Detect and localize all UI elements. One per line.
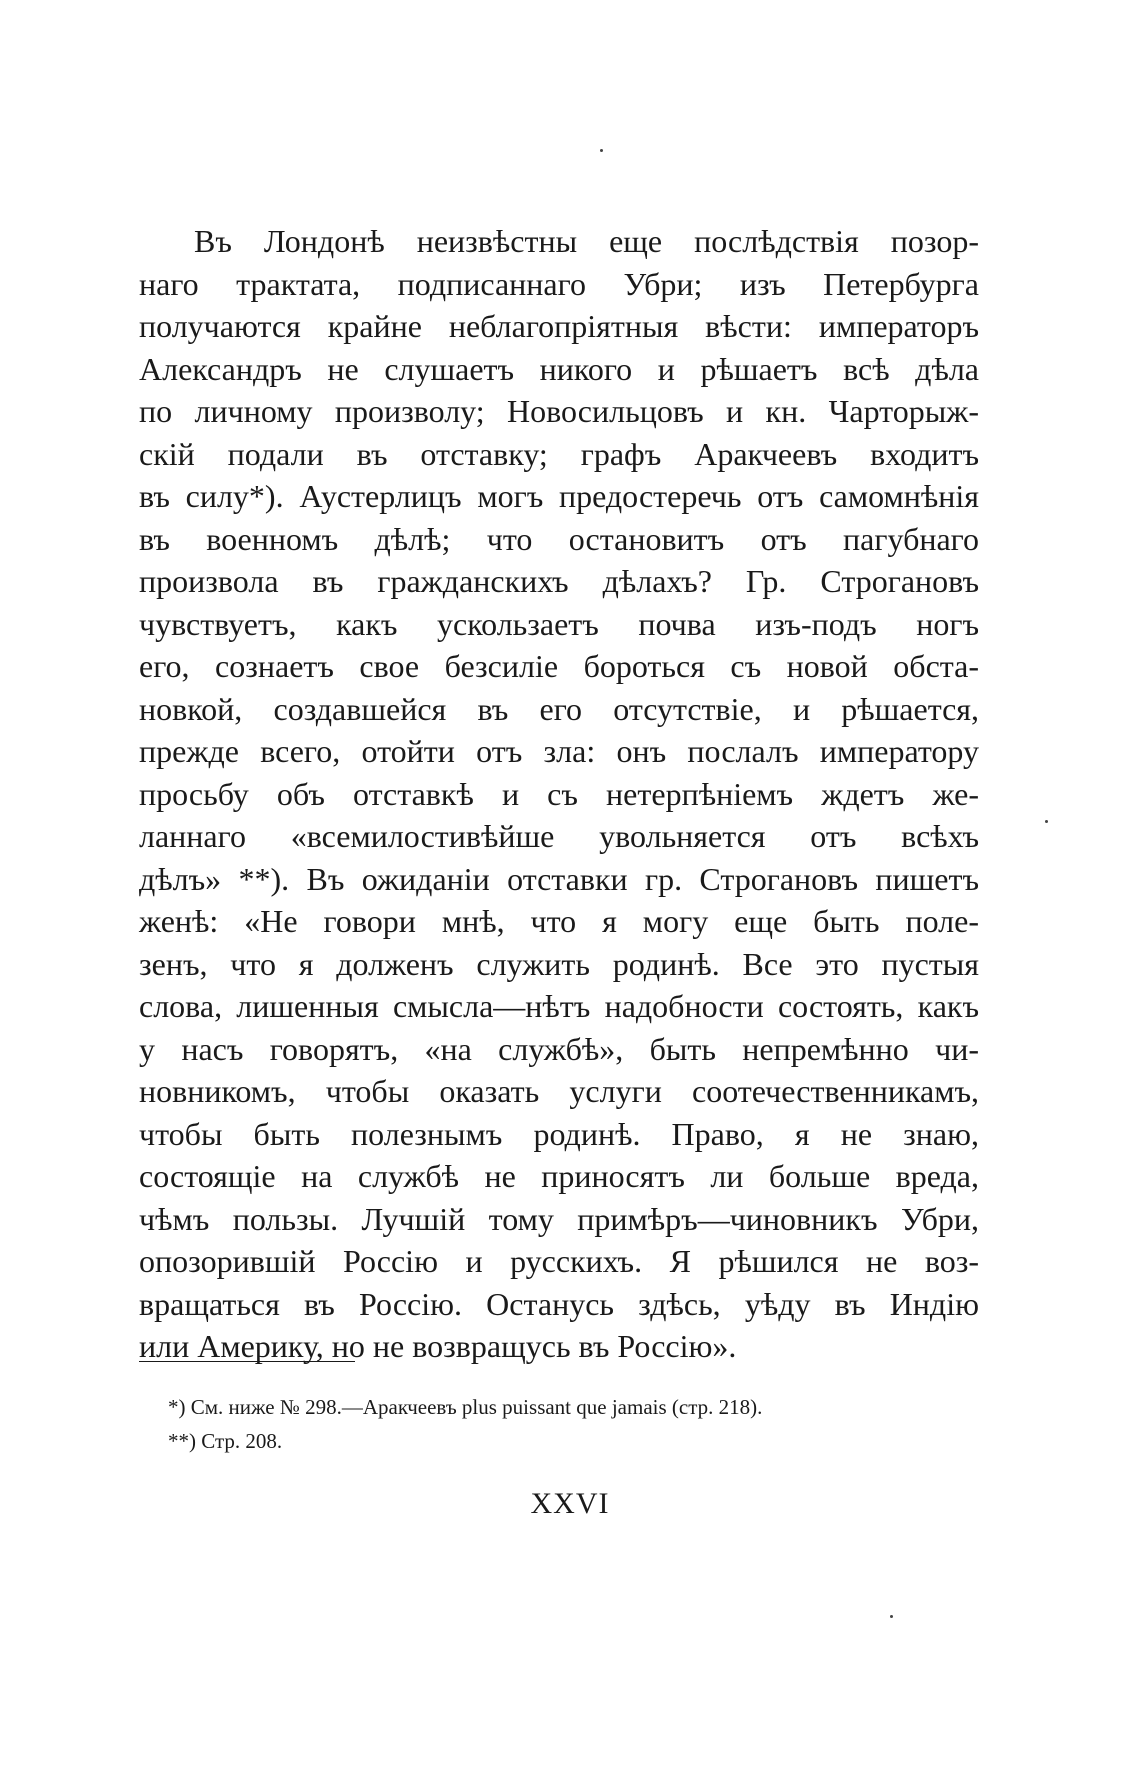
paragraph-line: слова, лишенныя смысла—нѣтъ надобности состоять, какъ	[139, 988, 979, 1024]
paragraph-line: вращаться въ Россію. Останусь здѣсь, уѣду въ Индію	[139, 1285, 979, 1322]
print-speck	[890, 1615, 893, 1618]
paragraph-line: женѣ: «Не говори мнѣ, что я могу еще быть поле-	[139, 903, 979, 939]
print-speck	[1045, 820, 1048, 823]
paragraph-line: скій подали въ отставку; графъ Аракчеевъ входитъ	[139, 435, 979, 472]
paragraph-line: новникомъ, чтобы оказать услуги соотечественникамъ,	[139, 1073, 979, 1109]
paragraph-line: просьбу объ отставкѣ и съ нетерпѣніемъ ждетъ же-	[139, 775, 979, 812]
main-paragraph	[139, 220, 979, 1368]
paragraph-line: его, сознаетъ свое безсиліе бороться съ новой обста-	[139, 648, 979, 684]
paragraph-line: опозорившій Россію и русскихъ. Я рѣшился не воз-	[139, 1243, 979, 1279]
paragraph-line: прежде всего, отойти отъ зла: онъ послалъ императору	[139, 733, 979, 769]
paragraph-line: или Америку, но не возвращусь въ Россію».	[139, 1328, 737, 1364]
paragraph-line: чувствуетъ, какъ ускользаетъ почва изъ-подъ ногъ	[139, 605, 979, 642]
paragraph-line: ланнаго «всемилостивѣйше увольняется отъ всѣхъ	[139, 818, 979, 854]
paragraph-line: Въ Лондонѣ неизвѣстны еще послѣдствія позор-	[194, 223, 979, 259]
paragraph-line: въ военномъ дѣлѣ; что остановитъ отъ пагубнаго	[139, 520, 979, 557]
paragraph-line: дѣлъ» **). Въ ожиданіи отставки гр. Строгановъ пишетъ	[139, 860, 979, 897]
paragraph-line: чѣмъ пользы. Лучшій тому примѣръ—чиновникъ Убри,	[139, 1200, 979, 1237]
paragraph-line: чтобы быть полезнымъ родинѣ. Право, я не знаю,	[139, 1115, 979, 1152]
footnotes	[168, 1390, 968, 1458]
page-number: XXVI	[530, 1487, 610, 1520]
footnote-divider	[139, 1361, 355, 1362]
paragraph-line: произвола въ гражданскихъ дѣлахъ? Гр. Строгановъ	[139, 563, 979, 599]
footnote: **) Стр. 208.	[168, 1429, 283, 1453]
footnote: *) См. ниже № 298.—Аракчеевъ plus puissant que jamais (стр. 218).	[168, 1395, 763, 1419]
paragraph-line: въ силу*). Аустерлицъ могъ предостеречь отъ самомнѣнія	[139, 478, 979, 514]
paragraph-line: зенъ, что я долженъ служить родинѣ. Все это пустыя	[139, 945, 979, 982]
paragraph-line: наго трактата, подписаннаго Убри; изъ Петербурга	[139, 265, 979, 302]
paragraph-line: получаются крайне неблагопріятныя вѣсти: императоръ	[139, 308, 979, 344]
paragraph-line: новкой, создавшейся въ его отсутствіе, и рѣшается,	[139, 690, 979, 727]
paragraph-line: Александръ не слушаетъ никого и рѣшаетъ всѣ дѣла	[139, 350, 979, 387]
paragraph-line: по личному произволу; Новосильцовъ и кн. Чарторыж-	[139, 393, 979, 429]
paragraph-line: у насъ говорятъ, «на службѣ», быть непремѣнно чи-	[139, 1030, 979, 1067]
paragraph-line: состоящіе на службѣ не приносятъ ли больше вреда,	[139, 1158, 979, 1194]
print-speck	[600, 149, 603, 152]
